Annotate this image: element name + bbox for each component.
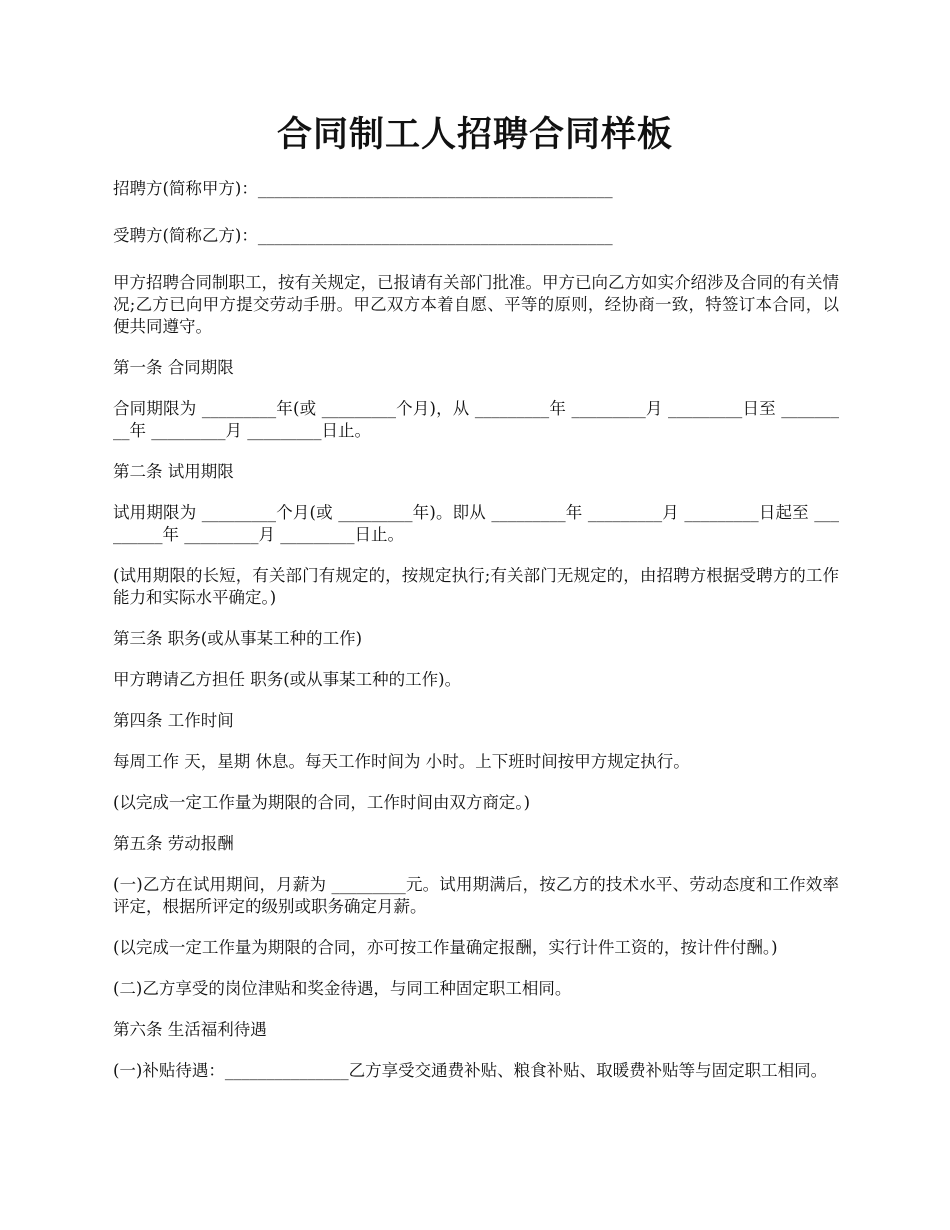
salary-note-paragraph: (以完成一定工作量为期限的合同，亦可按工作量确定报酬，实行计件工资的，按计件付酬。) (113, 938, 778, 957)
article-6-heading: 第六条 生活福利待遇 (113, 1020, 267, 1039)
working-hours-note-paragraph: (以完成一定工作量为期限的合同，工作时间由双方商定。) (113, 793, 531, 812)
probation-term-paragraph: 试用期限为 _________个月(或 _________年)。即从 _________年 _________月 _________日起至 _________年 _________月 _________日止。 (113, 503, 839, 544)
allowance-paragraph: (二)乙方享受的岗位津贴和奖金待遇，与同工种固定职工相同。 (113, 979, 572, 998)
position-paragraph: 甲方聘请乙方担任 职务(或从事某工种的工作)。 (113, 670, 462, 689)
document-body (113, 178, 839, 1101)
employer-field: 招聘方(简称甲方)：___________________________________________ (113, 179, 613, 198)
article-3-heading: 第三条 职务(或从事某工种的工作) (113, 629, 363, 648)
working-hours-paragraph: 每周工作 天，星期 休息。每天工作时间为 小时。上下班时间按甲方规定执行。 (113, 752, 690, 771)
probation-note-paragraph: (试用期限的长短，有关部门有规定的，按规定执行;有关部门无规定的，由招聘方根据受聘方的工作能力和实际水平确定。) (113, 566, 839, 607)
article-4-heading: 第四条 工作时间 (113, 711, 234, 730)
article-2-heading: 第二条 试用期限 (113, 462, 234, 481)
subsidy-paragraph: (一)补贴待遇：_______________乙方享受交通费补贴、粮食补贴、取暖费补贴等与固定职工相同。 (113, 1061, 828, 1080)
contract-term-paragraph: 合同期限为 _________年(或 _________个月)，从 _________年 _________月 _________日至 _________年 _________月 _________日止。 (113, 399, 839, 440)
employee-field: 受聘方(简称乙方)：___________________________________________ (113, 226, 613, 245)
salary-paragraph: (一)乙方在试用期间，月薪为 _________元。试用期满后，按乙方的技术水平、劳动态度和工作效率评定，根据所评定的级别或职务确定月薪。 (113, 875, 839, 916)
article-5-heading: 第五条 劳动报酬 (113, 834, 234, 853)
document-title: 合同制工人招聘合同样板 (276, 114, 673, 155)
preamble-paragraph: 甲方招聘合同制职工，按有关规定，已报请有关部门批准。甲方已向乙方如实介绍涉及合同的有关情况;乙方已向甲方提交劳动手册。甲乙双方本着自愿、平等的原则，经协商一致，特签订本合同，以便共同遵守。 (113, 273, 839, 336)
article-1-heading: 第一条 合同期限 (113, 358, 234, 377)
